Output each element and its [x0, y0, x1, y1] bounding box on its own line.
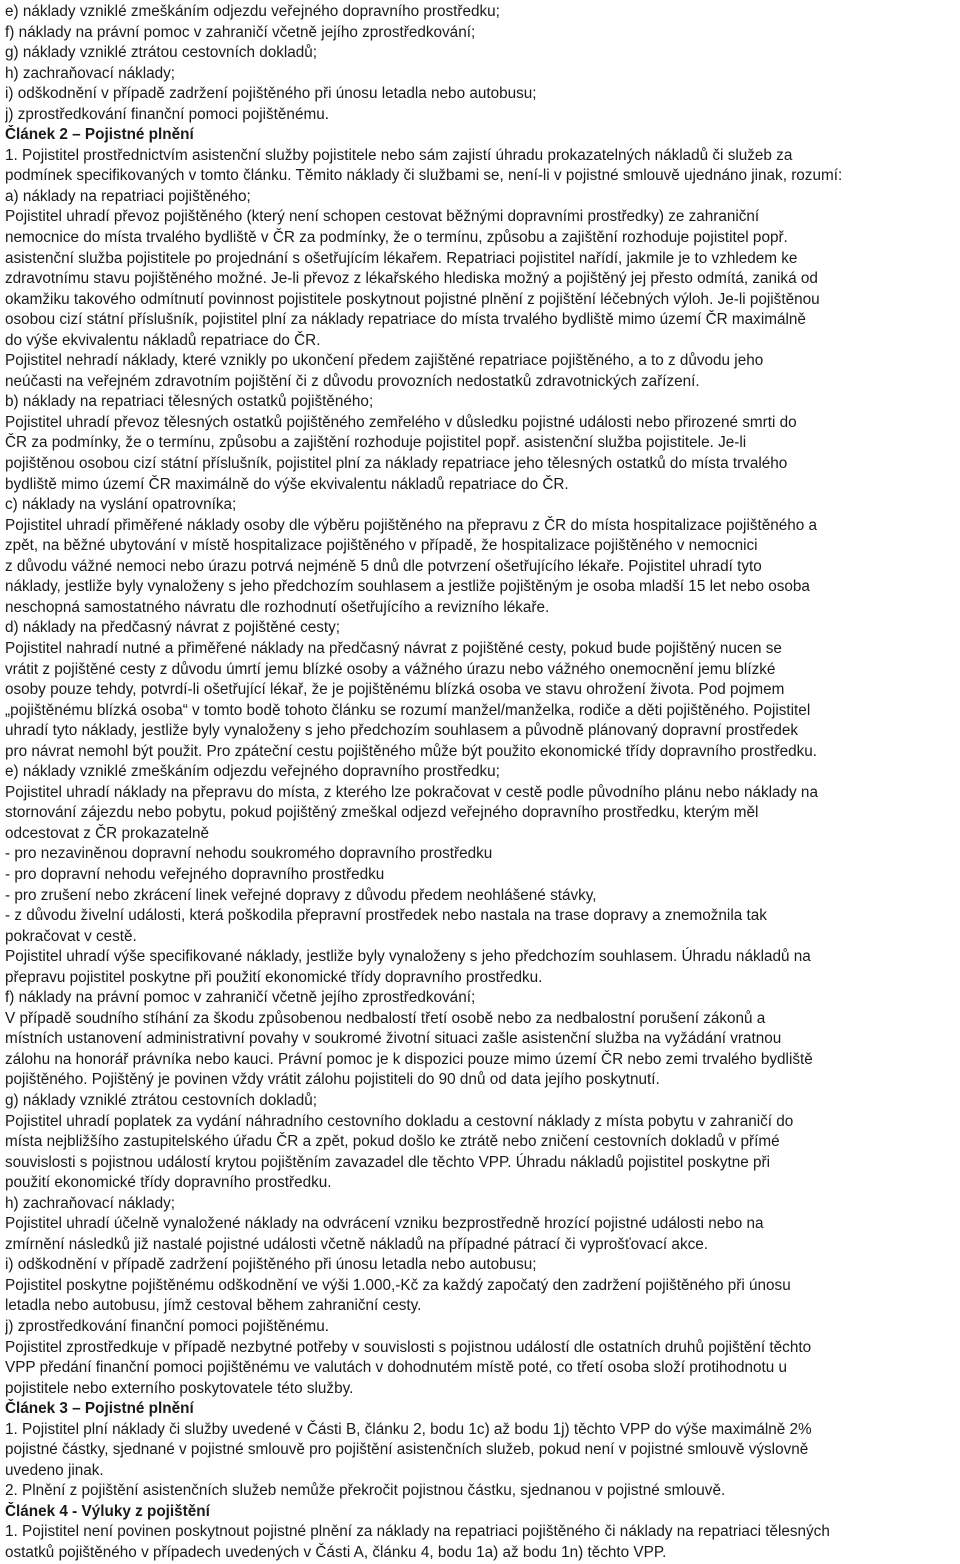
text-line: osoby pouze tehdy, potvrdí-li ošetřující lékař, že je pojištěnému blízká osoba ve stavu ohrožení života. Pod pojmem [5, 681, 785, 699]
text-line: místních ustanovení administrativní povahy v soukromé životní situaci zašle asistenční služba na vyžádání vratnou [5, 1030, 782, 1048]
text-line: Pojistitel nehradí náklady, které vznikly po ukončení předem zajištěné repatriace pojištěného, a to z důvodu jeho [5, 352, 764, 370]
text-line: pojištěného. Pojištěný je povinen vždy vrátit zálohu pojistiteli do 90 dnů od data jejího poskytnutí. [5, 1071, 660, 1089]
text-line: přepravu pojistitel poskytne při použití ekonomické třídy dopravního prostředku. [5, 968, 543, 986]
text-line: Pojistitel uhradí převoz tělesných ostatků pojištěného zemřelého v důsledku pojistné události nebo přirozené smrti do [5, 413, 797, 431]
text-line: VPP předání finanční pomoci pojištěnému ve valutách v dohodnutém místě poté, co třetí osoba složí protihodnotu u [5, 1359, 788, 1377]
text-line: pro návrat nemohl být použit. Pro zpáteční cestu pojištěného může být použito ekonomické třídy dopravního prostředku. [5, 742, 818, 760]
text-line: - z důvodu živelní události, která poškodila přepravní prostředek nebo nastala na trase dopravy a znemožnila tak [5, 907, 767, 925]
text-line: okamžiku takového odmítnutí povinnost pojistitele poskytnout pojistné plnění z pojištění léčebných výloh. Je-li pojištěnou [5, 290, 820, 308]
text-line: podmínek specifikovaných v tomto článku. Těmito náklady či službami se, není-li v pojistné smlouvě ujednáno jinak, rozumí: [5, 167, 843, 185]
text-line: h) zachraňovací náklady; [5, 1194, 176, 1212]
text-line: Pojistitel uhradí poplatek za vydání náhradního cestovního dokladu a cestovní náklady z místa pobytu v zahraničí do [5, 1112, 794, 1130]
text-line: z důvodu vážné nemoci nebo úrazu potrvá nejméně 5 dnů dle potvrzení ošetřujícího lékaře. Pojistitel uhradí tyto [5, 557, 762, 575]
text-line: Pojistitel poskytne pojištěnému odškodnění ve výši 1.000,-Kč za každý započatý den zadržení pojištěného při únosu [5, 1276, 791, 1294]
text-line: j) zprostředkování finanční pomoci pojištěnému. [5, 105, 329, 123]
text-line: náklady, jestliže byly vynaloženy s jeho předchozím souhlasem a jestliže pojištěným je osoba mladší 15 let nebo osoba [5, 578, 810, 596]
text-line: odcestovat z ČR prokazatelně [5, 824, 210, 842]
text-line: ostatků pojištěného v případech uvedených v Části A, článku 4, bodu 1a) až bodu 1n) těchto VPP. [5, 1544, 667, 1562]
text-line: 2. Plnění z pojištění asistenčních služeb nemůže překročit pojistnou částku, sjednanou v pojistné smlouvě. [5, 1482, 726, 1500]
text-line: V případě soudního stíhání za škodu způsobenou nedbalostí třetí osobě nebo za nedbalostní porušení zákonů a [5, 1009, 766, 1027]
text-line: b) náklady na repatriaci tělesných ostatků pojištěného; [5, 393, 374, 411]
text-line: e) náklady vzniklé zmeškáním odjezdu veřejného dopravního prostředku; [5, 3, 500, 20]
text-line: a) náklady na repatriaci pojištěného; [5, 187, 251, 205]
document-page [5, 2, 955, 1564]
article-heading: Článek 4 - Výluky z pojištění [5, 1502, 210, 1520]
text-line: pojistné částky, sjednané v pojistné smlouvě pro pojištění asistenčních služeb, pokud není v pojistné smlouvě výslovně [5, 1441, 809, 1459]
text-line: vrátit z pojištěné cesty z důvodu úmrtí jemu blízké osoby a vážného úrazu nebo vážného onemocnění jemu blízké [5, 660, 776, 678]
text-line: použití ekonomické třídy dopravního prostředku. [5, 1174, 332, 1192]
text-line: zdravotnímu stavu pojištěného možné. Je-li převoz z lékařského hlediska možný a pojištěný jej přesto odmítá, zaniká od [5, 270, 818, 288]
text-line: d) náklady na předčasný návrat z pojištěné cesty; [5, 619, 341, 637]
text-line: zálohu na honorář právníka nebo kauci. Právní pomoc je k dispozici pouze mimo území ČR nebo zemi trvalého bydliště [5, 1050, 813, 1068]
text-line: asistenční služba pojistitele po projednání s ošetřujícím lékařem. Repatriaci pojistitel nařídí, jakmile je to vzhledem ke [5, 249, 798, 267]
text-line: Pojistitel nahradí nutné a přiměřené náklady na předčasný návrat z pojištěné cesty, pokud bude pojištěný nucen se [5, 639, 782, 657]
text-line: Pojistitel uhradí převoz pojištěného (který není schopen cestovat běžnými dopravními prostředky) ze zahraniční [5, 208, 760, 226]
text-line: j) zprostředkování finanční pomoci pojištěnému. [5, 1318, 329, 1335]
text-line: 1. Pojistitel plní náklady či služby uvedené v Části B, článku 2, bodu 1c) až bodu 1j) těchto VPP do výše maximálně 2% [5, 1420, 812, 1438]
text-line: Pojistitel uhradí účelně vynaložené náklady na odvrácení vzniku bezprostředně hrozící pojistné události nebo na [5, 1215, 764, 1233]
text-line: zmírnění následků již nastalé pojistné události včetně nákladů na případné pátrací či vyprošťovací akce. [5, 1235, 708, 1253]
article-heading: Článek 3 – Pojistné plnění [5, 1400, 194, 1418]
text-line: pokračovat v cestě. [5, 927, 137, 945]
text-line: Pojistitel uhradí náklady na přepravu do místa, z kterého lze pokračovat v cestě podle původního plánu nebo náklady na [5, 783, 818, 801]
text-line: g) náklady vzniklé ztrátou cestovních dokladů; [5, 44, 318, 62]
text-line: - pro zrušení nebo zkrácení linek veřejné dopravy z důvodu předem neohlášené stávky, [5, 886, 597, 904]
text-line: c) náklady na vyslání opatrovníka; [5, 496, 237, 514]
text-line: ČR za podmínky, že o termínu, způsobu a zajištění rozhoduje pojistitel popř. asistenční služba pojistitele. Je-li [5, 434, 747, 452]
text-line: 1. Pojistitel není povinen poskytnout pojistné plnění za náklady na repatriaci pojištěného či náklady na repatriaci tělesných [5, 1523, 830, 1541]
text-line: „pojištěnému blízká osoba“ v tomto bodě tohoto článku se rozumí manžel/manželka, rodiče a děti pojištěného. Pojistitel [5, 701, 811, 719]
text-line: neschopná samostatného návratu dle rozhodnutí ošetřujícího a revizního lékaře. [5, 598, 550, 616]
text-line: Pojistitel uhradí výše specifikované náklady, jestliže byly vynaloženy s jeho předchozím souhlasem. Úhradu nákladů na [5, 948, 811, 966]
text-line: letadla nebo autobusu, jímž cestoval během zahraniční cesty. [5, 1297, 422, 1315]
article-heading: Článek 2 – Pojistné plnění [5, 126, 194, 144]
text-line: neúčasti na veřejném zdravotním pojištění či z důvodu provozních nedostatků zdravotnických zařízení. [5, 372, 700, 390]
text-line: g) náklady vzniklé ztrátou cestovních dokladů; [5, 1091, 318, 1109]
text-line: f) náklady na právní pomoc v zahraničí včetně jejího zprostředkování; [5, 989, 476, 1007]
text-line: pojistitele nebo externího poskytovatele této služby. [5, 1379, 354, 1397]
text-line: souvislosti s pojistnou událostí krytou pojištěním zavazadel dle těchto VPP. Úhradu nákladů pojistitel poskytne při [5, 1153, 770, 1171]
text-line: místa nejbližšího zastupitelského úřadu ČR a zpět, pokud došlo ke ztrátě nebo zničení cestovních dokladů v přímé [5, 1133, 780, 1151]
text-line: h) zachraňovací náklady; [5, 64, 176, 82]
text-line: osobou cizí státní příslušník, pojistitel plní za náklady repatriace do místa trvalého bydliště mimo území ČR maximálně [5, 311, 806, 329]
text-line: uhradí tyto náklady, jestliže byly vynaloženy s jeho předchozím souhlasem a původně plánovaný dopravní prostředek [5, 722, 799, 740]
text-line: stornování zájezdu nebo pobytu, pokud pojištěný zmeškal odjezd veřejného dopravního prostředku, kterým měl [5, 804, 759, 822]
text-line: - pro nezaviněnou dopravní nehodu soukromého dopravního prostředku [5, 845, 493, 863]
text-line: - pro dopravní nehodu veřejného dopravního prostředku [5, 865, 385, 883]
text-line: zpět, na běžné ubytování v místě hospitalizace pojištěného v případě, že hospitalizace pojištěného v nemocnici [5, 537, 758, 555]
text-line: uvedeno jinak. [5, 1461, 104, 1479]
text-line: i) odškodnění v případě zadržení pojištěného při únosu letadla nebo autobusu; [5, 85, 537, 103]
text-line: bydliště mimo území ČR maximálně do výše ekvivalentu nákladů repatriace do ČR. [5, 475, 569, 493]
text-line: nemocnice do místa trvalého bydliště v ČR za podmínky, že o termínu, způsobu a zajištění rozhoduje pojistitel popř. [5, 229, 788, 247]
text-line: pojištěnou osobou cizí státní příslušník, pojistitel plní za náklady repatriace jeho tělesných ostatků do místa trvalého [5, 455, 788, 473]
text-line: Pojistitel uhradí přiměřené náklady osoby dle výběru pojištěného na přepravu z ČR do místa hospitalizace pojištěného a [5, 516, 818, 534]
text-line: 1. Pojistitel prostřednictvím asistenční služby pojistitele nebo sám zajistí úhradu prokazatelných nákladů či služeb za [5, 146, 793, 164]
text-line: i) odškodnění v případě zadržení pojištěného při únosu letadla nebo autobusu; [5, 1256, 537, 1274]
text-line: f) náklady na právní pomoc v zahraničí včetně jejího zprostředkování; [5, 23, 476, 41]
text-line: Pojistitel zprostředkuje v případě nezbytné potřeby v souvislosti s pojistnou událostí dle ostatních druhů pojištění těchto [5, 1338, 812, 1356]
text-line: e) náklady vzniklé zmeškáním odjezdu veřejného dopravního prostředku; [5, 763, 500, 781]
text-line: do výše ekvivalentu nákladů repatriace do ČR. [5, 331, 321, 349]
